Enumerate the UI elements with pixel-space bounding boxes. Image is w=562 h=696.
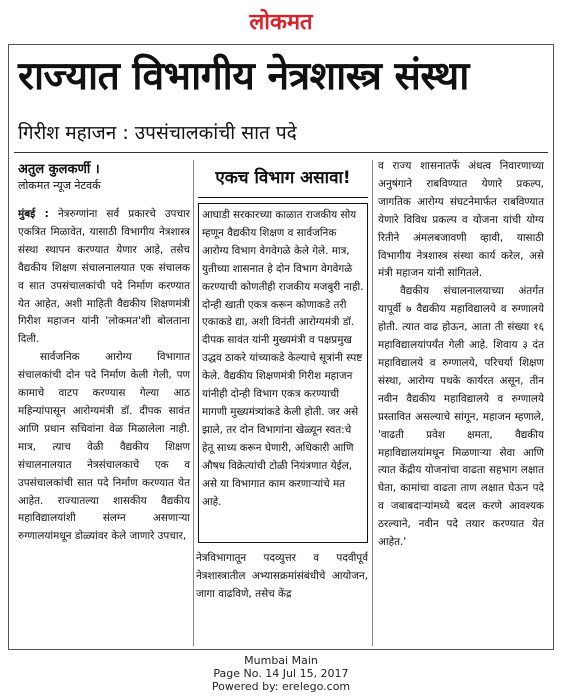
article-column-3 [378,158,544,552]
paragraph-text: नेत्ररुग्णांना सर्व प्रकारचे उपचार एकत्रित मिळावेत, यासाठी विभागीय नेत्रशास्त्र संस्था स्थापन करण्यात येणार आहे, तसेच वैद्यकीय शिक्षण संचालनालयात एक संचालक व सात उपसंचालकांची पदे निर्माण करण्यात येत आहेत, अशी माहिती वैद्यकीय शिक्षणमंत्री गिरीश महाजन यांनी 'लोकमत'शी बोलताना दिली. [18,208,190,346]
article-column-1 [18,206,190,546]
paragraph: व राज्य शासनातर्फे अंधत्व निवारणाच्या अनुषंगाने राबविण्यात येणारे प्रकल्प, जागतिक आरोग्य संघटनेमार्फत राबविण्यात येणारे विविध प्रकल्प व योजना यांची योग्य रितीने अंमलबजावणी व्हावी, यासाठी विभागीय नेत्रशास्त्र संस्था कार्य करेल, असे मंत्री महाजन यांनी सांगितले. [378,160,544,280]
byline-author: अतुल कुलकर्णी । [18,162,100,177]
sidebar-text: आघाडी सरकारच्या काळात राजकीय सोय म्हणून वैद्यकीय शिक्षण व सार्वजनिक आरोग्य विभाग वेगवेगळे केले गेले. मात्र, युतीच्या शासनात हे दोन विभाग वेगवेगळे करण्याची कोणतीही राजकीय मजबुरी नाही. दोन्ही खाती एकत्र करून कोणाकडे तरी एकाकडे द्या, अशी विनंती आरोग्यमंत्री डॉ. दीपक सावंत यांनी मुख्यमंत्री व पक्षप्रमुख उद्धव ठाकरे यांच्याकडे केल्याचे सूत्रांनी स्पष्ट केले. वैद्यकीय शिक्षणमंत्री गिरीश महाजन यांनीही दोन्ही विभाग एकत्र करण्याची मागणी मुख्यमंत्र्यांकडे केली होती. जर असे झाले, तर दोन विभागांना खेळ्यून स्वत:चे हेतू साध्य करून घेणारी, अधिकारी आणि औषध विक्रेत्यांची टोळी नियंत्रणात येईल, असे या विभागात काम करणाऱ्यांचे मत आहे. [202,209,364,508]
paragraph: वैद्यकीय संचालनालयाच्या अंतर्गत यापूर्वी ७ वैद्यकीय महाविद्यालये व रुग्णालये होती. त्यात वाढ होऊन, आता ती संख्या १६ महाविद्यालयांपर्यंत गेली आहे. शिवाय ३ दंत महाविद्यालये व रुग्णालये, परिचर्या शिक्षण संस्था, आरोग्य पथके कार्यरत असून, तीन नवीन वैद्यकीय महाविद्यालये व रुग्णालये प्रस्तावित असल्याचे सांगून, महाजन म्हणाले, 'वाढती प्रवेश क्षमता, वैद्यकीय महाविद्यालयांमधून मिळणाऱ्या सेवा आणि त्यात केंद्रीय योजनांचा वाढता सहभाग लक्षात घेता, कामांचा वाढता ताण लक्षात घेऊन पदे व जबाबदाऱ्यांमध्ये बदल करणे आवश्यक ठरल्याने, नवीन पदे तयार करण्यात येत आहेत.' [378,285,544,549]
footer-edition: Mumbai Main [244,654,318,667]
footer-page-info: Page No. 14 Jul 15, 2017 [213,667,349,680]
sidebar-title: एकच विभाग असावा! [198,162,368,194]
paragraph [18,206,190,349]
footer-powered-by: Powered by: erelego.com [211,680,351,693]
byline-organization: लोकमत न्यूज नेटवर्क [18,179,101,192]
article-column-2 [196,550,368,604]
column-divider [193,160,194,646]
paragraph: नेत्रविभागातून पदव्युत्तर व पदवीपूर्व नेत्रशास्त्रातील अभ्यासक्रमांसंबंधीचे आयोजन, जागा वाढविणे, तसेच केंद्र [196,552,368,600]
dateline: मुंबई : [18,208,49,220]
article-headline: राज्यात विभागीय नेत्रशास्त्र संस्था [18,54,469,99]
headline-divider [14,152,548,153]
paragraph: सार्वजनिक आरोग्य विभागात संचालकांची दोन पदे निर्माण केली गेली, पण कामाचे वाटप करण्यास गेल्या आठ महिन्यांपासून आरोग्यमंत्री डॉ. दीपक सावंत आणि प्रधान सचिवांना वेळ मिळालेला नाही. मात्र, त्याच वेळी वैद्यकीय शिक्षण संचालनालयात नेत्रसंचालकाचे एक व उपसंचालकांची सात पदे निर्माण करण्यात येत आहेत. राज्यातल्या शासकीय वैद्यकीय महाविद्यालयांशी संलग्न असणाऱ्या रुग्णालयांमधून डोळ्यांवर केले जाणारे उपचार, [18,351,190,543]
masthead-logo: लोकमत [249,10,313,35]
article-subheadline: गिरीश महाजन : उपसंचालकांची सात पदे [18,122,297,144]
column-divider [372,160,373,646]
